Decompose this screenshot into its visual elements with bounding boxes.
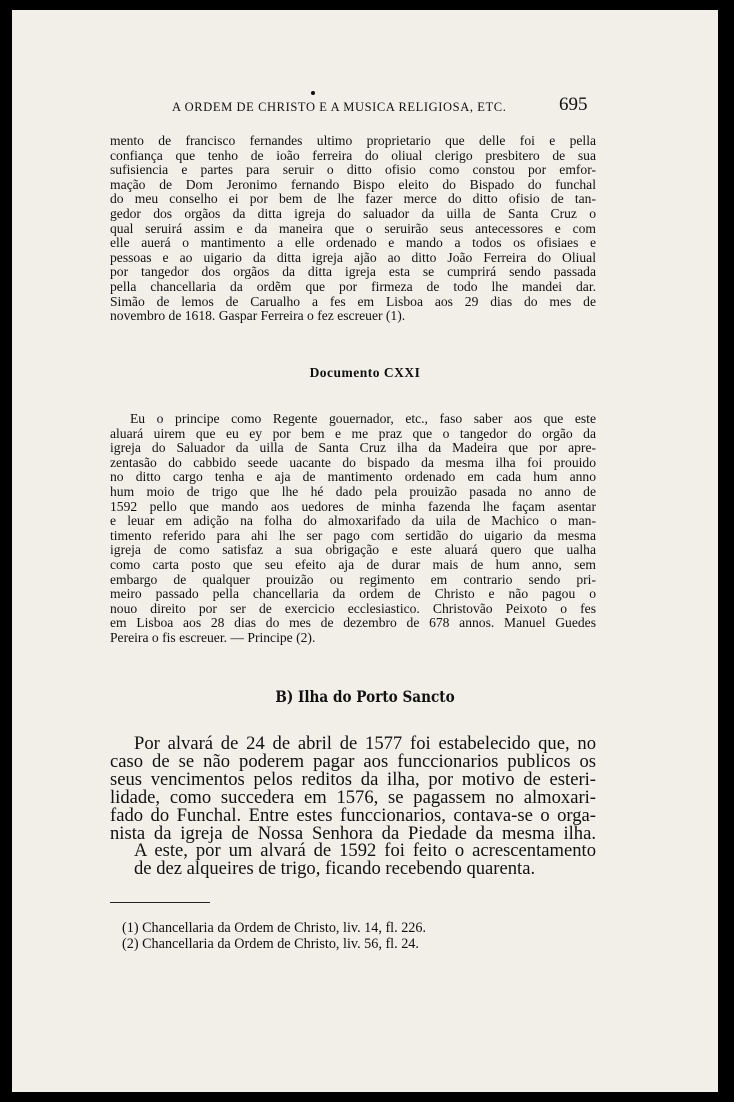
- text-line: seus vencimentos pelos reditos da ilha, por motivo de esteri-: [110, 768, 596, 790]
- text-line: novembro de 1618. Gaspar Ferreira o fez escreuer (1).: [110, 308, 406, 324]
- running-head: A ORDEM DE CHRISTO E A MUSICA RELIGIOSA, ETC.: [172, 100, 507, 114]
- footnotes: [122, 920, 426, 952]
- text-line: Pereira o fis escreuer. — Principe (2).: [110, 629, 316, 645]
- text-line: e leuar em adição na folha do almoxarifado da uila de Machico o man-: [110, 513, 596, 529]
- document-heading: Documento CXXI: [309, 365, 421, 380]
- text-line: como carta posto que seu efeito aja de durar mais de hum anno, sem: [110, 556, 596, 572]
- text-line: caso de se não poderem pagar aos funccionarios publicos os: [110, 750, 596, 772]
- text-line: A este, por um alvará de 1592 foi feito o acrescentamento: [134, 840, 596, 862]
- continued-paragraph: [110, 134, 596, 324]
- text-line: meiro passado pella chancellaria da ordem de Christo e não pagou o: [110, 586, 596, 602]
- text-line: hum moio de trigo que lhe hé dado pela prouizão pasada no anno de: [110, 483, 596, 499]
- text-line: gedor dos orgãos da ditta igreja do saluador da uilla de Santa Cruz o: [110, 205, 596, 221]
- text-line: nouo direito por ser de exercicio ecclesiastico. Christovão Peixoto o fes: [110, 600, 596, 616]
- text-line: Por alvará de 24 de abril de 1577 foi estabelecido que, no: [134, 733, 596, 754]
- footnote-2: (2) Chancellaria da Ordem de Christo, liv. 56, fl. 24.: [122, 936, 419, 952]
- text-line: fado do Funchal. Entre estes funccionarios, contava-se o orga-: [110, 804, 596, 826]
- text-line: confiança que tenho de ioão ferreira do oliual clerigo presbitero de sua: [110, 147, 596, 163]
- text-line: em Lisboa aos 28 dias do mes de dezembro de 678 annos. Manuel Guedes: [110, 615, 596, 631]
- text-line: aluará uirem que eu ey por bem e me praz que o tangedor do orgão da: [110, 425, 596, 441]
- text-line: qual seruirá assim e da maneira que o seruirão seus antecessores e com: [110, 220, 596, 236]
- text-line: lidade, como succedera em 1576, se pagassem no almoxari-: [110, 786, 596, 808]
- book-page: [12, 10, 718, 1092]
- text-line: pella chancellaria da ordẽm que por firmeza de todo lhe mandei dar.: [110, 278, 596, 294]
- text-line: no ditto cargo tenha e aja de mantimento ordenado em cada hum anno: [110, 469, 596, 485]
- text-line: igreja do Saluador da uilla de Santa Cruz ilha da Madeira que por apre-: [110, 440, 596, 456]
- text-line: 1592 pello que mando aos uedores de minha fazenda lhe façam asentar: [110, 498, 596, 514]
- text-line: timento referido para ahi lhe ser pago com sertidão do uigario da mesma: [110, 527, 596, 543]
- text-line: do meu conselho ei por bem de lhe fazer merce do ditto ofisio de tan-: [110, 191, 596, 207]
- text-line: por tangedor dos orgãos da ditta igreja esta se cumprirá sendo passada: [110, 264, 596, 280]
- body-text: [110, 735, 596, 878]
- footnote-divider: [110, 902, 210, 903]
- document-text: [110, 412, 596, 646]
- text-line: mento de francisco fernandes ultimo proprietario que delle foi e pella: [110, 133, 596, 148]
- text-line: zentasão do cabbido seede uacante do bispado da mesma ilha foi prouido: [110, 454, 596, 470]
- text-line: Simão de lemos de Carualho a fes em Lisboa aos 29 dias do mes de: [110, 293, 596, 309]
- text-line: elle auerá o mantimento a elle ordenado e mando a todos os ofisiaes e: [110, 235, 596, 251]
- text-line: embargo de qualquer prouizão ou regimento em contrario sendo pri-: [110, 571, 596, 587]
- text-line: Eu o principe como Regente gouernador, etc., faso saber aos que este: [130, 411, 596, 426]
- text-line: igreja de como satisfaz a sua obrigação e este aluará quero que ualha: [110, 542, 596, 558]
- text-line: sufisiencia e partes para seruir o ditto ofisio como constou por emfor-: [110, 162, 596, 178]
- text-line: pessoas e ao uigario da ditta igreja ajão ao ditto João Ferreira do Oliual: [110, 249, 596, 265]
- footnote-1: (1) Chancellaria da Ordem de Christo, liv. 14, fl. 226.: [122, 920, 427, 936]
- section-heading: B) Ilha do Porto Sancto: [275, 687, 455, 706]
- text-line: de dez alqueires de trigo, ficando recebendo quarenta.: [134, 858, 536, 880]
- text-line: mação de Dom Jeronimo fernando Bispo eleito do Bispado do funchal: [110, 176, 596, 192]
- text-line: nista da igreja de Nossa Senhora da Piedade da mesma ilha.: [110, 822, 596, 844]
- printer-dot-mark: [311, 91, 315, 95]
- page-number: 695: [559, 94, 588, 115]
